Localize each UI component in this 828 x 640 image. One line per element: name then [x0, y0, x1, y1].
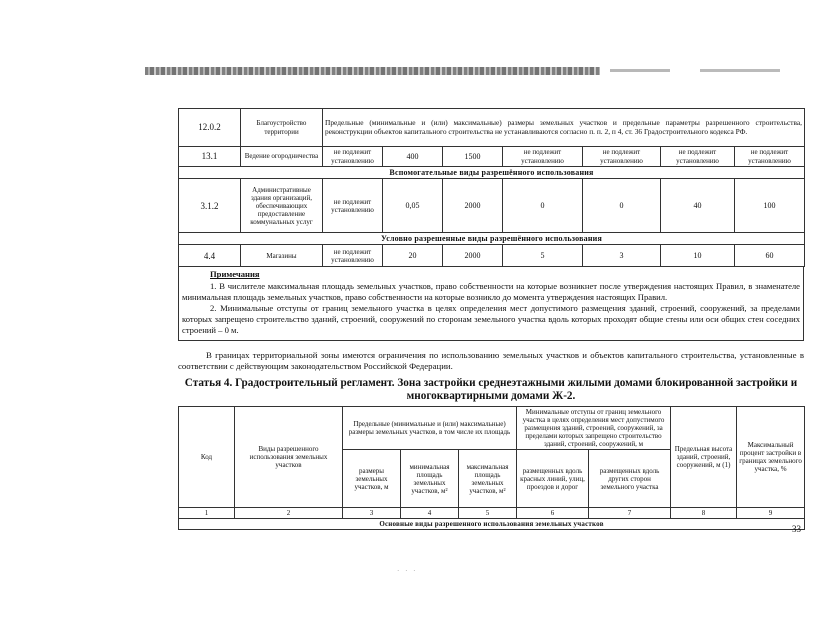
- use-code: 3.1.2: [179, 179, 241, 233]
- cell: не подлежит установлению: [323, 147, 383, 167]
- header-max-area: максимальная площадь земельных участков, м²: [459, 450, 517, 508]
- section-row: [179, 233, 805, 245]
- cell: не подлежит установлению: [583, 147, 661, 167]
- cell: не подлежит установлению: [323, 245, 383, 267]
- header-other-sides: размещенных вдоль других сторон земельного участка: [589, 450, 671, 508]
- note-paragraph: 2. Минимальные отступы от границ земельного участка в целях определения мест допустимого размещения зданий, строений, сооружений, за пределами которых запрещено строительство зданий, строений, сооружений по сторонам земельного участка вдоль которых проходят общие стены или оси общих стен соседних строений – 0 м.: [182, 302, 800, 336]
- use-code: 12.0.2: [179, 109, 241, 147]
- cell: 2000: [443, 245, 503, 267]
- use-code: 4.4: [179, 245, 241, 267]
- cell: 1500: [443, 147, 503, 167]
- regulation-table-continued: [178, 108, 804, 341]
- notes-heading: Примечания: [210, 269, 260, 280]
- cell: 400: [383, 147, 443, 167]
- header-setbacks: Минимальные отступы от границ земельного участка в целях определения мест допустимого размещения зданий, строений, сооружений, за пределами которых запрещено строительство зданий, строений, сооружений, м: [517, 407, 671, 450]
- header-row: [179, 407, 805, 450]
- note-paragraph: 1. В числителе максимальная площадь земельных участков, право собственности на которые возникнет после утверждения настоящих Правил, в знаменателе минимальная площадь земельных участков, право собственности на которые возникло до момента утверждения настоящих Правил.: [182, 280, 800, 302]
- table-row: [179, 179, 805, 233]
- cell: 2000: [443, 179, 503, 233]
- column-number: 6: [517, 508, 589, 519]
- cell: 0: [503, 179, 583, 233]
- section-title: Вспомогательные виды разрешённого использования: [179, 167, 805, 179]
- restrictions-paragraph: В границах территориальной зоны имеются ограничения по использованию земельных участков и объектов капитального строительства, установленные в соответствии с действующим законодательством Российской Федерации.: [178, 350, 804, 372]
- table-row: [179, 245, 805, 267]
- land-use-table: [178, 108, 805, 267]
- cell: 40: [661, 179, 735, 233]
- use-name: Благоустройство территории: [241, 109, 323, 147]
- column-number: 1: [179, 508, 235, 519]
- scan-artifact-line: [610, 69, 670, 72]
- column-number: 4: [401, 508, 459, 519]
- use-note: Предельные (минимальные и (или) максимальные) размеры земельных участков и предельные параметры разрешенного строительства, реконструкции объектов капитального строительства не устанавливаются согласно п. п. 2, п 4, ст. 36 Градостроительного кодекса РФ.: [323, 109, 805, 147]
- column-number: 2: [235, 508, 343, 519]
- cell: не подлежит установлению: [661, 147, 735, 167]
- column-number: 8: [671, 508, 737, 519]
- cell: не подлежит установлению: [503, 147, 583, 167]
- header-use: Виды разрешенного использования земельных участков: [235, 407, 343, 508]
- header-dims: размеры земельных участков, м: [343, 450, 401, 508]
- use-name: Административные здания организаций, обеспечивающих предоставление коммунальных услуг: [241, 179, 323, 233]
- header-percent: Максимальный процент застройки в границах земельного участка, %: [737, 407, 805, 508]
- column-number: 3: [343, 508, 401, 519]
- header-height: Предельная высота зданий, строений, сооружений, м (1): [671, 407, 737, 508]
- cell: 0,05: [383, 179, 443, 233]
- scan-artifact-line: [145, 67, 600, 75]
- scan-speck: · · ·: [397, 567, 418, 575]
- article-heading: Статья 4. Градостроительный регламент. Зона застройки среднеэтажными жилыми домами блокированной застройки и многоквартирными домами Ж-2.: [184, 377, 798, 402]
- scan-artifact-line: [700, 69, 780, 72]
- cell: не подлежит установлению: [323, 179, 383, 233]
- header-min-area: минимальная площадь земельных участков, м²: [401, 450, 459, 508]
- header-red-lines: размещенных вдоль красных линий, улиц, проездов и дорог: [517, 450, 589, 508]
- header-sizes: Предельные (минимальные и (или) максимальные) размеры земельных участков, в том числе их площадь: [343, 407, 517, 450]
- notes-block: [178, 267, 804, 341]
- table-row: [179, 109, 805, 147]
- cell: 3: [583, 245, 661, 267]
- use-name: Ведение огородничества: [241, 147, 323, 167]
- column-number-row: [179, 508, 805, 519]
- header-code: Код: [179, 407, 235, 508]
- section-title: Основные виды разрешенного использования земельных участков: [179, 519, 805, 530]
- table-row: [179, 147, 805, 167]
- section-row: [179, 519, 805, 530]
- cell: 60: [735, 245, 805, 267]
- cell: 20: [383, 245, 443, 267]
- zone-regulation-table: [178, 406, 804, 530]
- cell: 5: [503, 245, 583, 267]
- use-name: Магазины: [241, 245, 323, 267]
- column-number: 9: [737, 508, 805, 519]
- cell: 100: [735, 179, 805, 233]
- section-title: Условно разрешенные виды разрешённого использования: [179, 233, 805, 245]
- use-code: 13.1: [179, 147, 241, 167]
- cell: не подлежит установлению: [735, 147, 805, 167]
- page-number: 33: [792, 524, 801, 534]
- cell: 10: [661, 245, 735, 267]
- column-number: 7: [589, 508, 671, 519]
- column-number: 5: [459, 508, 517, 519]
- zone-table: [178, 406, 805, 530]
- section-row: [179, 167, 805, 179]
- cell: 0: [583, 179, 661, 233]
